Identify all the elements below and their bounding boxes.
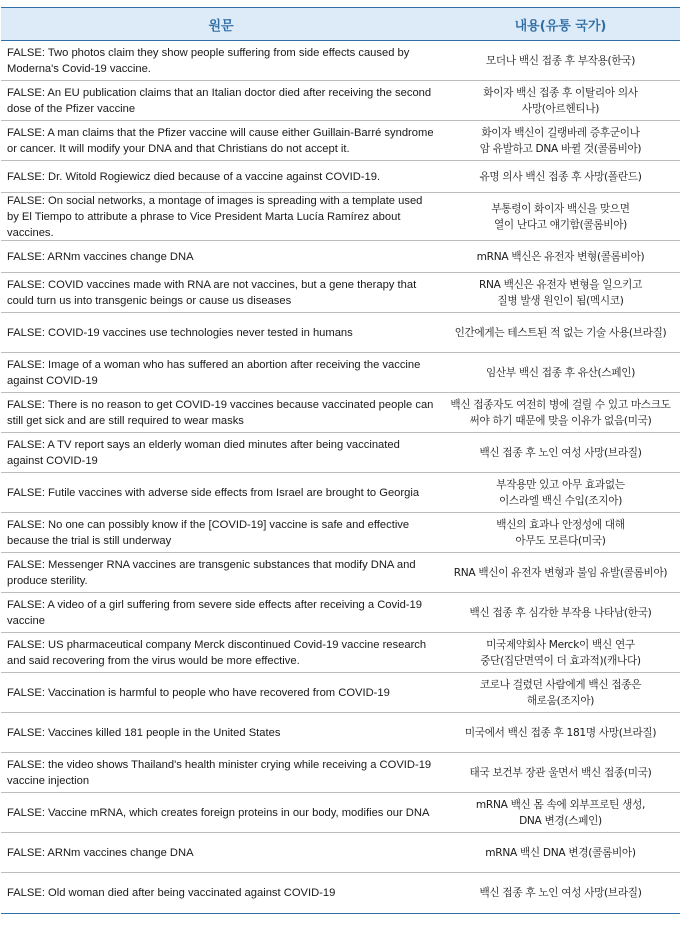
table-row (1, 513, 680, 553)
cell-content-country: mRNA 백신 몸 속에 외부프로틴 생성, DNA 변경(스페인) (475, 798, 646, 827)
table-row (1, 41, 680, 81)
cell-original-text: FALSE: the video shows Thailand's health minister crying while receiving a COVID-19 vaccine injection (7, 758, 432, 787)
cell-original-text: FALSE: A man claims that the Pfizer vaccine will cause either Guillain-Barré syndrome or cancer. It will modify your DNA and that Christians do not accept it. (7, 126, 434, 155)
cell-content-country: 백신 접종 후 노인 여성 사망(브라질) (479, 887, 642, 899)
table-row (1, 161, 680, 193)
table-bottom-rule (1, 913, 680, 914)
cell-original-text: FALSE: Vaccine mRNA, which creates foreign proteins in our body, modifies our DNA (7, 806, 430, 819)
cell-content-country: 태국 보건부 장관 울면서 백신 접종(미국) (469, 766, 652, 779)
table-row (1, 193, 680, 241)
cell-original-text: FALSE: No one can possibly know if the [COVID-19] vaccine is safe and effective because the trial is still underway (7, 518, 410, 547)
cell-content-country: 코로나 걸렸던 사람에게 백신 접종은 해로움(조지아) (479, 678, 642, 707)
cell-content-country: mRNA 백신은 유전자 변형(콜롬비아) (476, 250, 645, 263)
cell-original-text: FALSE: On social networks, a montage of images is spreading with a template used by El Tiempo to attribute a phrase to Vice President Marta Lucía Ramírez about vaccines. (7, 194, 423, 239)
cell-original-text: FALSE: A TV report says an elderly woman died minutes after being vaccinated against COVID-19 (7, 438, 400, 467)
cell-original-text: FALSE: ARNm vaccines change DNA (7, 846, 194, 859)
cell-original-text: FALSE: Dr. Witold Rogiewicz died because of a vaccine against COVID-19. (7, 170, 381, 183)
table-row (1, 81, 680, 121)
table-row (1, 833, 680, 873)
table-header (1, 7, 680, 41)
cell-original-text: FALSE: A video of a girl suffering from severe side effects after receiving a Covid-19 vaccine (7, 598, 422, 627)
cell-original-text: FALSE: Image of a woman who has suffered an abortion after receiving the vaccine against COVID-19 (7, 358, 421, 387)
cell-content-country: 부작용만 있고 아무 효과없는 이스라엘 백신 수입(조지아) (496, 478, 625, 507)
table-row (1, 593, 680, 633)
cell-content-country: 화이자 백신이 길랭바레 증후군이나 암 유발하고 DNA 바뀔 것(콜롬비아) (479, 126, 642, 155)
cell-content-country: 유명 의사 백신 접종 후 사망(폴란드) (479, 170, 642, 183)
header-content-country: 내용(유통 국가) (514, 18, 607, 34)
table-row (1, 793, 680, 833)
table-row (1, 753, 680, 793)
table-row (1, 873, 680, 913)
table-row (1, 713, 680, 753)
cell-original-text: FALSE: COVID vaccines made with RNA are not vaccines, but a gene therapy that could turn us into transgenic beings or cause us diseases (7, 278, 417, 307)
cell-original-text: FALSE: Messenger RNA vaccines are transgenic substances that modify DNA and produce sterility. (7, 558, 416, 587)
cell-content-country: 부통령이 화이자 백신을 맞으면 열이 난다고 얘기함(콜롬비아) (491, 202, 630, 231)
cell-content-country: 미국에서 백신 접종 후 181명 사망(브라질) (464, 726, 657, 739)
table-row (1, 273, 680, 313)
table-row (1, 473, 680, 513)
cell-content-country: 모더나 백신 접종 후 부작용(한국) (485, 54, 636, 67)
cell-content-country: 백신 접종 후 심각한 부작용 나타남(한국) (469, 606, 652, 619)
cell-original-text: FALSE: An EU publication claims that an Italian doctor died after receiving the second dose of the Pfizer vaccine (7, 86, 432, 115)
table-row (1, 121, 680, 161)
table-row (1, 313, 680, 353)
cell-original-text: FALSE: Old woman died after being vaccinated against COVID-19 (7, 887, 336, 899)
table-row (1, 633, 680, 673)
cell-original-text: FALSE: Vaccination is harmful to people who have recovered from COVID-19 (7, 686, 390, 699)
table-row (1, 553, 680, 593)
cell-content-country: mRNA 백신 DNA 변경(콜롬비아) (485, 846, 636, 859)
cell-content-country: 임산부 백신 접종 후 유산(스페인) (485, 366, 636, 379)
table-row (1, 433, 680, 473)
cell-original-text: FALSE: Futile vaccines with adverse side effects from Israel are brought to Georgia (7, 486, 420, 499)
cell-content-country: 백신 접종 후 노인 여성 사망(브라질) (479, 446, 642, 459)
header-original: 원문 (208, 18, 234, 34)
cell-original-text: FALSE: Two photos claim they show people suffering from side effects caused by Moderna's Covid-19 vaccine. (7, 46, 410, 75)
cell-content-country: 인간에게는 테스트된 적 없는 기술 사용(브라질) (454, 326, 667, 339)
cell-content-country: 미국제약회사 Merck이 백신 연구 중단(집단면역이 더 효과적)(캐나다) (480, 638, 641, 667)
cell-original-text: FALSE: Vaccines killed 181 people in the United States (7, 726, 281, 739)
cell-content-country: RNA 백신은 유전자 변형을 일으키고 질병 발생 원인이 됨(멕시코) (478, 278, 643, 307)
table-body (1, 41, 680, 913)
table-row (1, 241, 680, 273)
cell-content-country: 백신의 효과나 안정성에 대해 아무도 모른다(미국) (496, 518, 625, 547)
cell-original-text: FALSE: US pharmaceutical company Merck discontinued Covid-19 vaccine research and said recovering from the virus would be more effective. (7, 638, 427, 667)
table-row (1, 673, 680, 713)
fact-check-table (1, 7, 680, 914)
cell-original-text: FALSE: COVID-19 vaccines use technologies never tested in humans (7, 326, 353, 339)
cell-content-country: RNA 백신이 유전자 변형과 불임 유발(콜롬비아) (453, 566, 668, 579)
table-row (1, 353, 680, 393)
cell-content-country: 백신 접종자도 여전히 병에 걸릴 수 있고 마스크도 써야 하기 때문에 맞을 이유가 없음(미국) (450, 398, 671, 427)
cell-original-text: FALSE: There is no reason to get COVID-19 vaccines because vaccinated people can still get sick and are still required to wear masks (7, 398, 434, 427)
cell-content-country: 화이자 백신 접종 후 이탈리아 의사 사망(아르헨티나) (483, 86, 638, 115)
table-row (1, 393, 680, 433)
cell-original-text: FALSE: ARNm vaccines change DNA (7, 250, 194, 263)
